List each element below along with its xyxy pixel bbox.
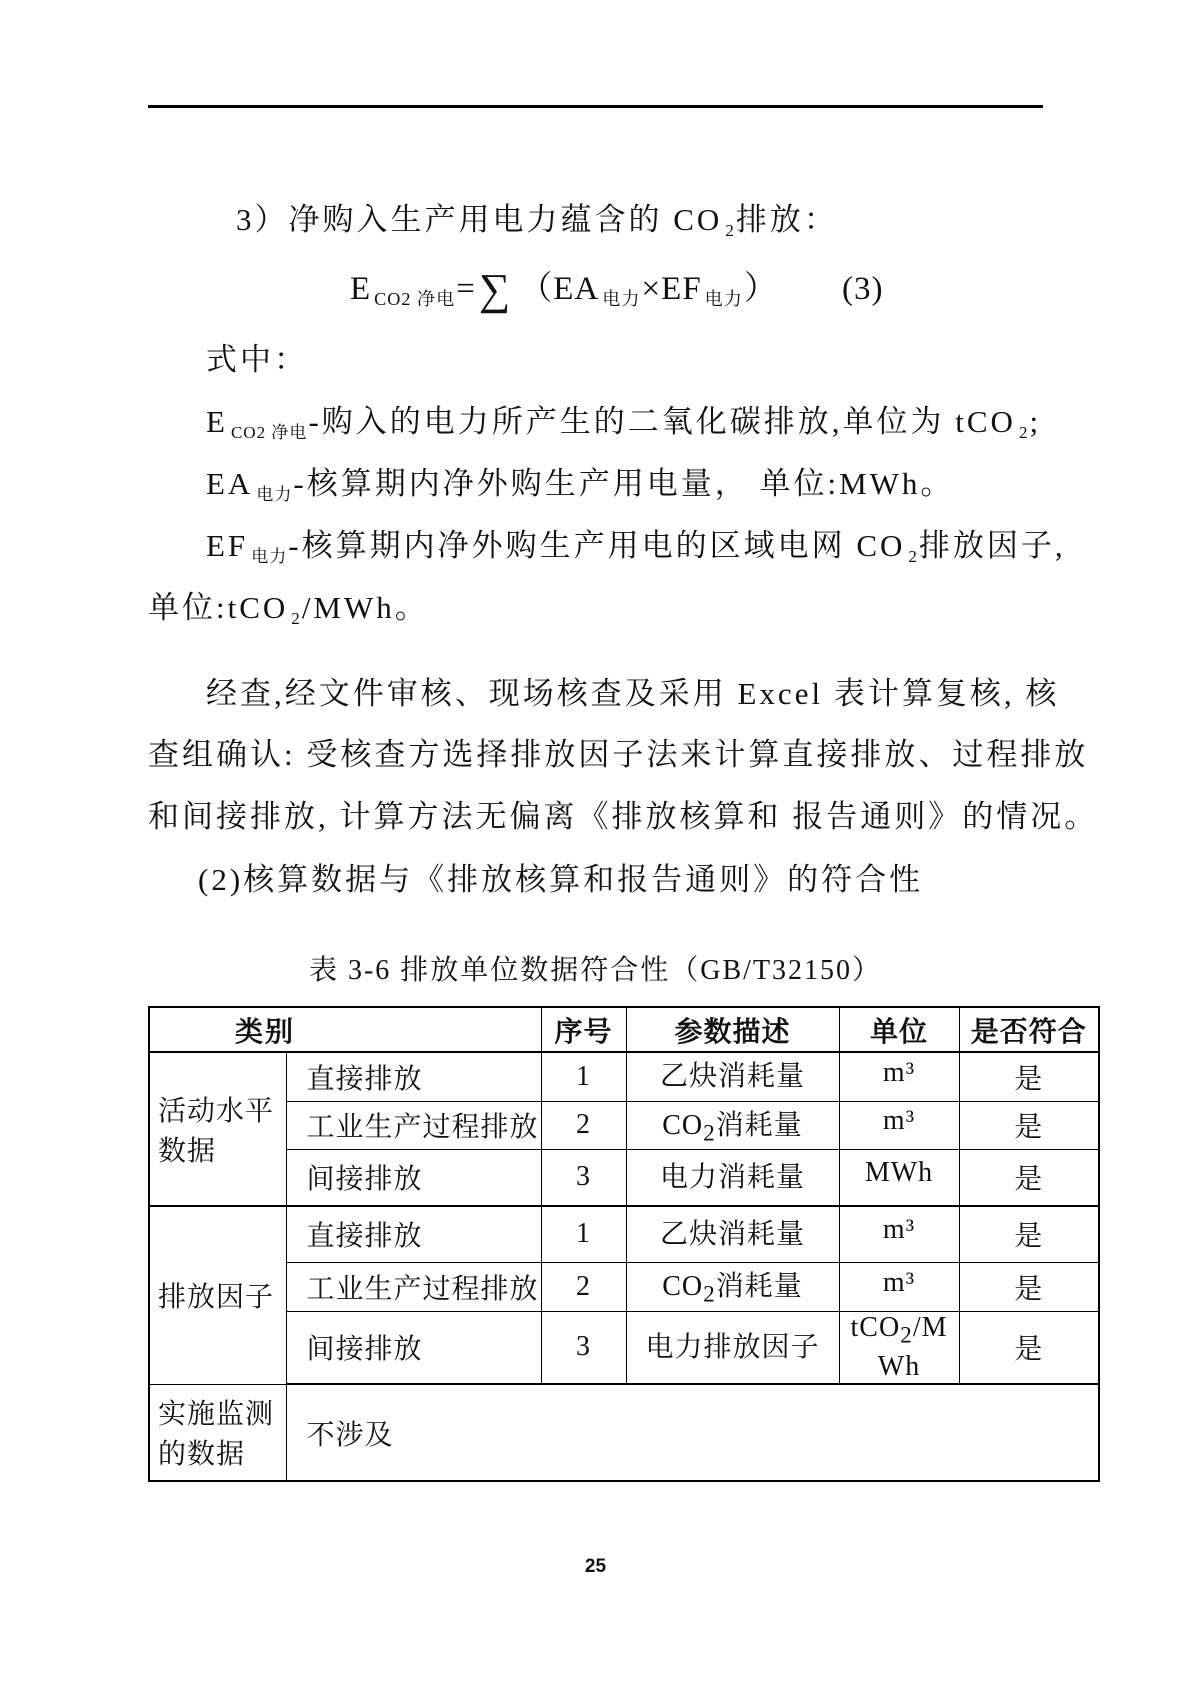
text-run: /MWh bbox=[877, 1311, 948, 1383]
text-run: 和间接排放, 计算方法无偏离《排放核算和 报告通则》的情况。 bbox=[148, 799, 1099, 834]
cell-unit bbox=[839, 1101, 959, 1149]
text-run: m³ bbox=[882, 1105, 916, 1137]
text-run: /MWh。 bbox=[301, 590, 429, 625]
paragraph bbox=[148, 584, 1043, 643]
page-content bbox=[148, 0, 1098, 1683]
header-conform: 是否符合 bbox=[959, 1007, 1099, 1052]
paragraph-heading bbox=[148, 196, 1043, 255]
cell-conform: 是 bbox=[959, 1149, 1099, 1206]
text-run: m³ bbox=[882, 1056, 916, 1088]
cell-category: 工业生产过程排放 bbox=[286, 1262, 541, 1311]
subscript: 电力 bbox=[251, 547, 288, 566]
formula-symbol: ） bbox=[743, 271, 778, 307]
cell-no: 3 bbox=[541, 1149, 626, 1206]
data-conformance-table bbox=[148, 1006, 1100, 1482]
text-run: 消耗量 bbox=[715, 1109, 803, 1141]
table-row bbox=[149, 1149, 1099, 1206]
cell-not-applicable: 不涉及 bbox=[286, 1384, 1099, 1481]
cell-unit bbox=[839, 1206, 959, 1262]
text-run: tCO bbox=[850, 1311, 901, 1343]
equals-sign: = bbox=[456, 271, 476, 307]
text-run: CO bbox=[662, 1271, 704, 1303]
cell-unit bbox=[839, 1052, 959, 1101]
cell-conform: 是 bbox=[959, 1101, 1099, 1149]
table-row bbox=[149, 1206, 1099, 1262]
text-run: 乙炔消耗量 bbox=[660, 1218, 806, 1250]
paragraph bbox=[148, 522, 1066, 581]
subscript: 2 bbox=[908, 547, 918, 566]
subscript: 2 bbox=[900, 1322, 913, 1349]
cell-category: 间接排放 bbox=[286, 1149, 541, 1206]
cell-no: 2 bbox=[541, 1262, 626, 1311]
header-unit: 单位 bbox=[839, 1007, 959, 1052]
table-row bbox=[149, 1384, 1099, 1481]
text-run: 单位:tCO bbox=[148, 590, 289, 625]
formula-symbol: ×EF bbox=[641, 271, 702, 307]
text-run: 乙炔消耗量 bbox=[660, 1061, 806, 1093]
cell-category: 工业生产过程排放 bbox=[286, 1101, 541, 1149]
text-run: 消耗量 bbox=[715, 1271, 803, 1303]
table-row bbox=[149, 1262, 1099, 1311]
text-run: 电力排放因子 bbox=[645, 1332, 820, 1363]
text-run: 经查,经文件审核、现场核查及采用 Excel 表计算复核, 核 bbox=[206, 676, 1060, 711]
paragraph bbox=[148, 460, 1043, 519]
text-run: 3）净购入生产用电力蕴含的 CO bbox=[236, 202, 723, 237]
group-label-monitoring-data: 实施监测的数据 bbox=[149, 1384, 286, 1481]
group-label-emission-factor: 排放因子 bbox=[149, 1206, 286, 1384]
formula-symbol: （EA bbox=[519, 271, 600, 307]
header-no: 序号 bbox=[541, 1007, 626, 1052]
cell-category: 间接排放 bbox=[286, 1311, 541, 1384]
paragraph bbox=[148, 793, 1099, 841]
text-run: -核算期内净外购生产用电量， 单位:MWh。 bbox=[293, 466, 955, 501]
sigma-symbol: ∑ bbox=[478, 265, 512, 314]
paragraph bbox=[148, 336, 1043, 384]
cell-conform: 是 bbox=[959, 1206, 1099, 1262]
paragraph bbox=[148, 731, 1089, 779]
text-run: m³ bbox=[882, 1214, 916, 1246]
text-run: 电力消耗量 bbox=[660, 1161, 806, 1193]
text-run: 排放因子, bbox=[918, 528, 1066, 563]
cell-param bbox=[626, 1149, 839, 1206]
subscript: 2 bbox=[703, 1281, 716, 1308]
text-run: 式中： bbox=[206, 342, 308, 377]
cell-unit bbox=[839, 1311, 959, 1384]
cell-unit bbox=[839, 1262, 959, 1311]
table-row bbox=[149, 1101, 1099, 1149]
text-run: EA bbox=[206, 466, 254, 501]
table-row bbox=[149, 1052, 1099, 1101]
formula-symbol: E bbox=[350, 271, 372, 307]
cell-conform: 是 bbox=[959, 1262, 1099, 1311]
table-caption: 表 3-6 排放单位数据符合性（GB/T32150） bbox=[308, 955, 883, 986]
subscript: 2 bbox=[725, 221, 735, 240]
cell-param bbox=[626, 1052, 839, 1101]
cell-no: 3 bbox=[541, 1311, 626, 1384]
cell-no: 1 bbox=[541, 1052, 626, 1101]
cell-no: 2 bbox=[541, 1101, 626, 1149]
equation-number: (3) bbox=[841, 271, 884, 307]
subscript: 2 bbox=[703, 1120, 716, 1147]
subscript: 电力 bbox=[602, 289, 641, 309]
text-run: 查组确认: 受核查方选择排放因子法来计算直接排放、过程排放 bbox=[148, 737, 1089, 772]
header-category: 类别 bbox=[149, 1007, 541, 1052]
cell-unit bbox=[839, 1149, 959, 1206]
subscript: CO2 净电 bbox=[374, 289, 456, 309]
cell-conform: 是 bbox=[959, 1311, 1099, 1384]
cell-category: 直接排放 bbox=[286, 1052, 541, 1101]
paragraph bbox=[148, 398, 1043, 457]
cell-param bbox=[626, 1101, 839, 1149]
text-run: E bbox=[206, 404, 228, 439]
subscript: 电力 bbox=[256, 485, 293, 504]
text-run: -购入的电力所产生的二氧化碳排放,单位为 tCO bbox=[308, 404, 1016, 439]
text-run: MWh bbox=[864, 1157, 934, 1189]
text-run: -核算期内净外购生产用电的区域电网 CO bbox=[288, 528, 906, 563]
formula-line bbox=[148, 262, 1043, 315]
cell-param bbox=[626, 1206, 839, 1262]
text-run: 排放： bbox=[735, 202, 838, 237]
text-run: ; bbox=[1029, 404, 1042, 439]
subscript: 2 bbox=[291, 609, 301, 628]
subscript: 2 bbox=[1018, 423, 1029, 442]
table-header-row bbox=[149, 1007, 1099, 1052]
text-run: EF bbox=[206, 528, 249, 563]
cell-category: 直接排放 bbox=[286, 1206, 541, 1262]
subscript: 电力 bbox=[704, 289, 743, 309]
table-row bbox=[149, 1311, 1099, 1384]
page-number: 25 bbox=[584, 1556, 607, 1577]
text-run: (2)核算数据与《排放核算和报告通则》的符合性 bbox=[198, 862, 924, 897]
section-heading bbox=[148, 856, 1043, 904]
paragraph bbox=[148, 670, 1060, 718]
cell-no: 1 bbox=[541, 1206, 626, 1262]
cell-conform: 是 bbox=[959, 1052, 1099, 1101]
group-label-activity-data: 活动水平数据 bbox=[149, 1052, 286, 1206]
text-run: CO bbox=[662, 1109, 704, 1141]
text-run: m³ bbox=[882, 1266, 916, 1298]
subscript: CO2 净电 bbox=[230, 423, 308, 442]
header-param: 参数描述 bbox=[626, 1007, 839, 1052]
cell-param bbox=[626, 1311, 839, 1384]
header-rule bbox=[148, 105, 1043, 108]
cell-param bbox=[626, 1262, 839, 1311]
